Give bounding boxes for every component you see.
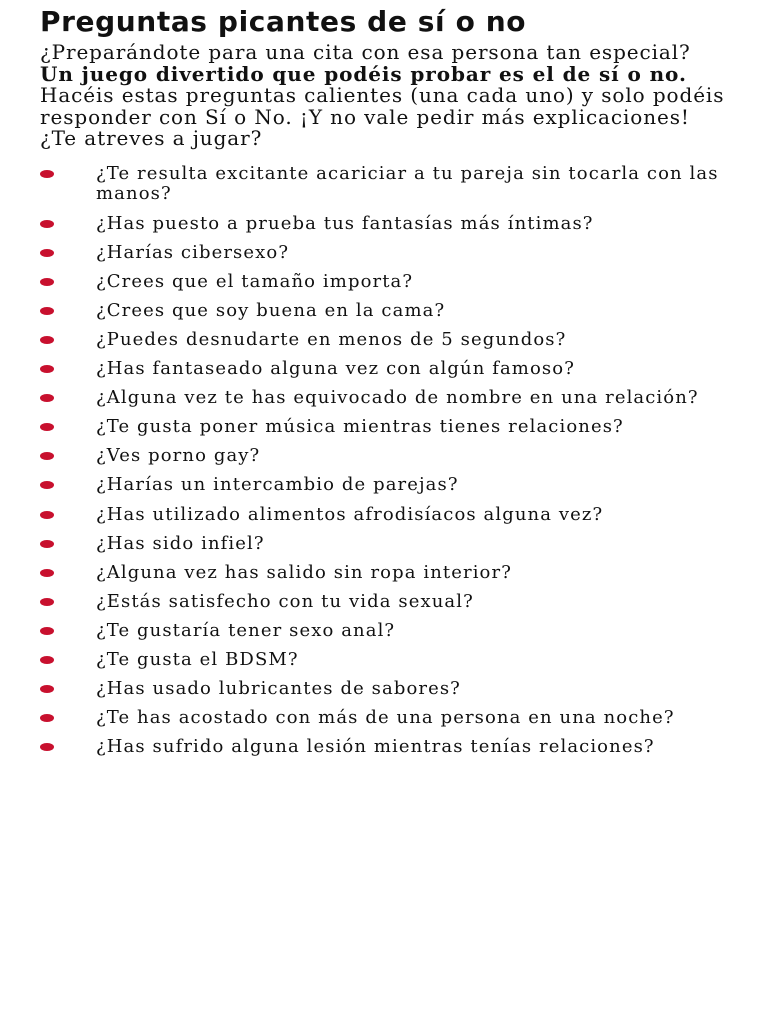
question-text: ¿Harías cibersexo?: [96, 241, 290, 263]
bullet-icon: [40, 365, 54, 373]
question-text: ¿Has puesto a prueba tus fantasías más íntimas?: [96, 212, 594, 234]
question-text: ¿Ves porno gay?: [96, 445, 261, 467]
bullet-icon: [40, 598, 54, 606]
question-item: [40, 737, 728, 758]
question-list: [40, 164, 728, 758]
question-text: ¿Has utilizado alimentos afrodisíacos alguna vez?: [96, 503, 604, 525]
bullet-icon: [40, 540, 54, 548]
question-item: [40, 272, 728, 293]
bullet-icon: [40, 394, 54, 402]
bullet-icon: [40, 481, 54, 489]
question-text: ¿Has fantaseado alguna vez con algún famoso?: [96, 358, 575, 380]
question-text: ¿Alguna vez te has equivocado de nombre en una relación?: [96, 387, 699, 409]
bullet-icon: [40, 656, 54, 664]
intro-text-end: Hacéis estas preguntas calientes (una cada uno) y solo podéis responder con Sí o No. ¡Y no vale pedir más explicaciones! ¿Te atreves a jugar?: [40, 83, 725, 151]
bullet-icon: [40, 307, 54, 315]
intro-paragraph: [40, 42, 728, 150]
bullet-icon: [40, 278, 54, 286]
question-item: [40, 164, 728, 205]
question-item: [40, 505, 728, 526]
question-item: [40, 475, 728, 496]
bullet-icon: [40, 511, 54, 519]
intro-text-start: ¿Preparándote para una cita con esa persona tan especial?: [40, 40, 691, 64]
question-text: ¿Te has acostado con más de una persona en una noche?: [96, 707, 675, 729]
bullet-icon: [40, 627, 54, 635]
question-item: [40, 214, 728, 235]
intro-bold-text: Un juego divertido que podéis probar es el de sí o no.: [40, 61, 687, 86]
question-text: ¿Te gusta poner música mientras tienes relaciones?: [96, 416, 624, 438]
question-text: ¿Estás satisfecho con tu vida sexual?: [96, 590, 474, 612]
question-item: [40, 708, 728, 729]
question-item: [40, 650, 728, 671]
question-item: [40, 388, 728, 409]
bullet-icon: [40, 743, 54, 751]
bullet-icon: [40, 220, 54, 228]
bullet-icon: [40, 685, 54, 693]
bullet-icon: [40, 569, 54, 577]
question-item: [40, 592, 728, 613]
question-item: [40, 563, 728, 584]
bullet-icon: [40, 170, 54, 178]
bullet-icon: [40, 423, 54, 431]
question-item: [40, 446, 728, 467]
question-text: ¿Te gusta el BDSM?: [96, 648, 299, 670]
bullet-icon: [40, 714, 54, 722]
question-text: ¿Te resulta excitante acariciar a tu pareja sin tocarla con las manos?: [96, 162, 719, 205]
question-text: ¿Has sido infiel?: [96, 532, 265, 554]
question-item: [40, 243, 728, 264]
question-item: [40, 359, 728, 380]
question-text: ¿Crees que soy buena en la cama?: [96, 299, 446, 321]
question-text: ¿Puedes desnudarte en menos de 5 segundos?: [96, 328, 567, 350]
question-text: ¿Crees que el tamaño importa?: [96, 270, 414, 292]
question-item: [40, 679, 728, 700]
bullet-icon: [40, 452, 54, 460]
article-title: Preguntas picantes de sí o no: [40, 5, 527, 38]
bullet-icon: [40, 336, 54, 344]
bullet-icon: [40, 249, 54, 257]
question-text: ¿Has usado lubricantes de sabores?: [96, 678, 461, 700]
question-item: [40, 417, 728, 438]
question-item: [40, 330, 728, 351]
question-text: ¿Te gustaría tener sexo anal?: [96, 619, 396, 641]
question-text: ¿Has sufrido alguna lesión mientras tenías relaciones?: [96, 736, 655, 758]
question-text: ¿Alguna vez has salido sin ropa interior?: [96, 561, 512, 583]
question-item: [40, 534, 728, 555]
question-item: [40, 621, 728, 642]
question-item: [40, 301, 728, 322]
question-text: ¿Harías un intercambio de parejas?: [96, 474, 459, 496]
